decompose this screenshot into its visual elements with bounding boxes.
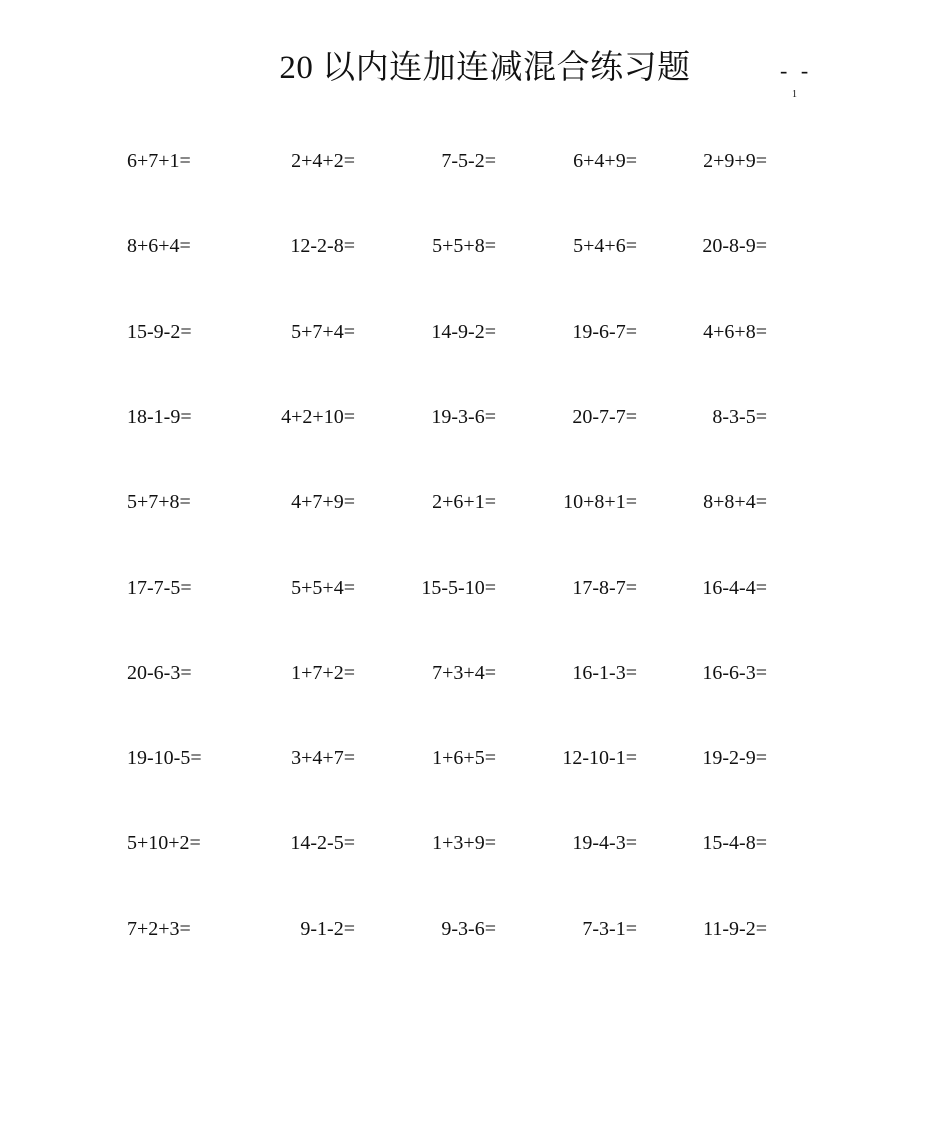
exercise-item: 20-7-7=	[572, 405, 637, 428]
exercise-item: 14-9-2=	[431, 320, 496, 343]
exercise-item: 19-3-6=	[431, 405, 496, 428]
exercise-item: 2+6+1=	[432, 491, 496, 514]
exercise-item: 7+2+3=	[127, 917, 191, 940]
exercise-item: 4+2+10=	[281, 405, 355, 428]
exercise-item: 8+8+4=	[703, 491, 767, 514]
exercise-item: 4+7+9=	[291, 491, 355, 514]
exercise-item: 2+4+2=	[291, 150, 355, 172]
exercise-item: 12-10-1=	[562, 747, 637, 770]
exercise-item: 15-9-2=	[127, 320, 192, 343]
exercise-item: 19-2-9=	[702, 747, 767, 770]
page-number: 1	[792, 89, 797, 100]
exercise-item: 9-1-2=	[300, 917, 355, 940]
exercise-item: 14-2-5=	[290, 832, 355, 855]
exercise-item: 1+7+2=	[291, 661, 355, 684]
exercise-item: 19-10-5=	[127, 747, 202, 770]
exercise-item: 5+4+6=	[573, 235, 637, 258]
exercise-item: 1+6+5=	[432, 747, 496, 770]
page-mark: - -	[780, 58, 813, 83]
exercise-item: 1+3+9=	[432, 832, 496, 855]
exercise-item: 8-3-5=	[712, 405, 767, 428]
exercise-item: 6+4+9=	[573, 150, 637, 172]
exercise-item: 5+5+8=	[432, 235, 496, 258]
exercise-item: 15-4-8=	[702, 832, 767, 855]
exercise-item: 7+3+4=	[432, 661, 496, 684]
exercise-item: 5+10+2=	[127, 832, 201, 855]
exercise-item: 16-4-4=	[702, 576, 767, 599]
exercise-item: 9-3-6=	[441, 917, 496, 940]
exercise-item: 12-2-8=	[290, 235, 355, 258]
worksheet-title: 20 以内连加连减混合练习题	[279, 50, 691, 86]
exercise-item: 20-6-3=	[127, 661, 192, 684]
exercise-item: 5+5+4=	[291, 576, 355, 599]
exercise-item: 20-8-9=	[702, 235, 767, 258]
exercise-item: 15-5-10=	[421, 576, 496, 599]
exercise-item: 2+9+9=	[703, 150, 767, 172]
exercise-item: 7-5-2=	[441, 150, 496, 172]
exercise-item: 11-9-2=	[703, 917, 767, 940]
exercise-item: 17-8-7=	[572, 576, 637, 599]
exercise-item: 10+8+1=	[563, 491, 637, 514]
exercise-item: 5+7+8=	[127, 491, 191, 514]
exercise-item: 16-1-3=	[572, 661, 637, 684]
exercise-item: 19-4-3=	[572, 832, 637, 855]
exercise-item: 18-1-9=	[127, 405, 192, 428]
exercise-item: 6+7+1=	[127, 150, 191, 172]
exercise-item: 5+7+4=	[291, 320, 355, 343]
exercise-item: 7-3-1=	[582, 917, 637, 940]
exercise-item: 4+6+8=	[703, 320, 767, 343]
exercise-item: 3+4+7=	[291, 747, 355, 770]
exercise-item: 19-6-7=	[572, 320, 637, 343]
exercise-item: 17-7-5=	[127, 576, 192, 599]
exercise-item: 8+6+4=	[127, 235, 191, 258]
exercise-item: 16-6-3=	[702, 661, 767, 684]
